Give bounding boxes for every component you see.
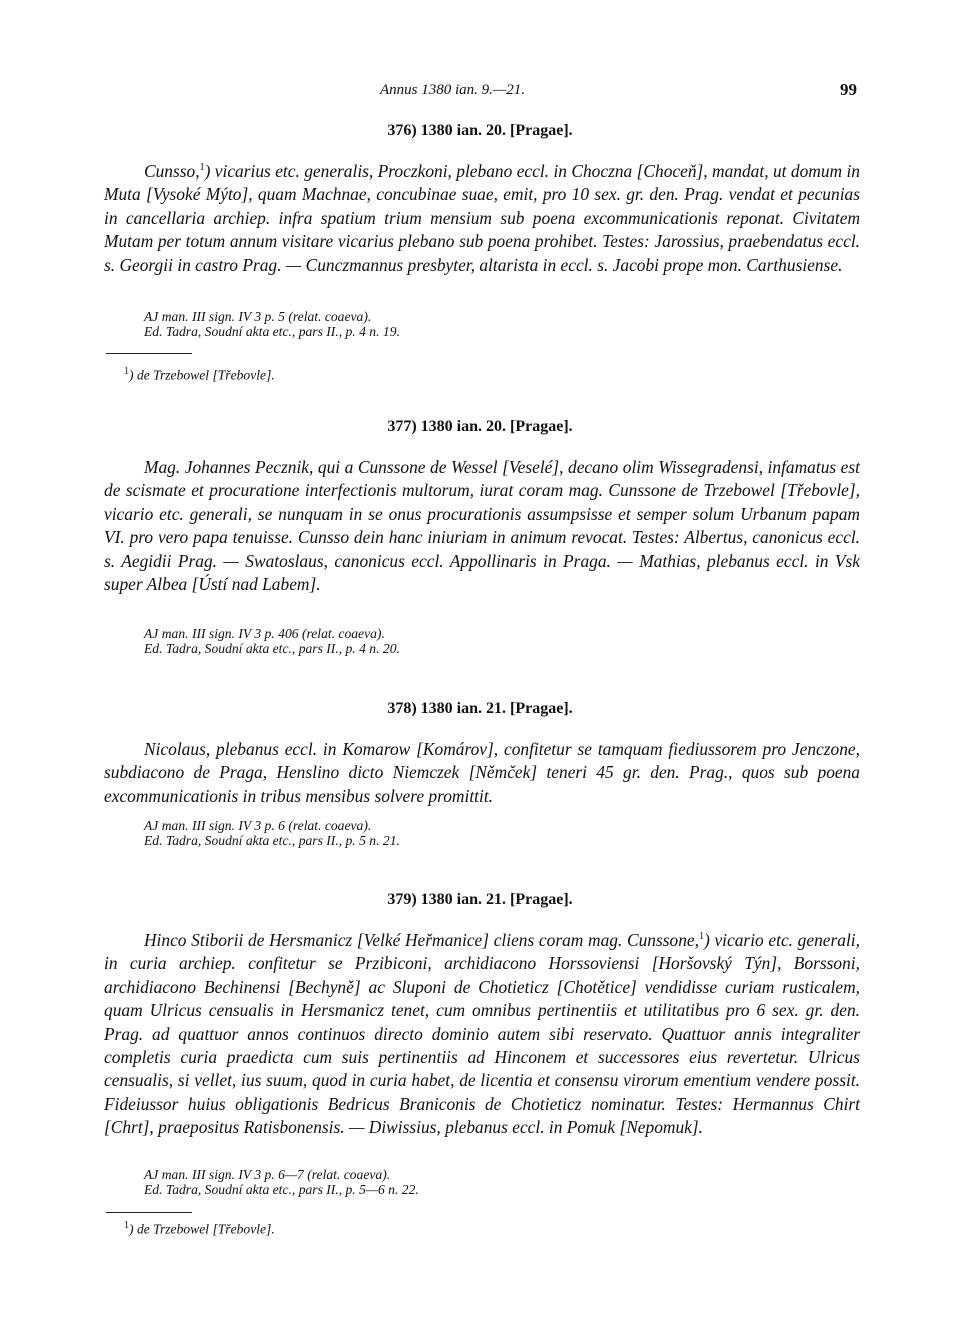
entry-source-379-edition: Ed. Tadra, Soudní akta etc., pars II., p. 5—6 n. 22. — [144, 1182, 419, 1197]
entry-source-376-edition: Ed. Tadra, Soudní akta etc., pars II., p. 4 n. 19. — [144, 324, 400, 339]
footnote-379 — [124, 1220, 275, 1238]
footnote-379-text: de Trzebowel [Třebovle]. — [136, 1221, 275, 1237]
footnote-379-marker: 1 — [124, 1220, 129, 1231]
footnote-ref-376: 1 — [199, 162, 205, 174]
entry-source-376-manuscript: AJ man. III sign. IV 3 p. 5 (relat. coaeva). — [144, 309, 372, 324]
entry-source-378-manuscript: AJ man. III sign. IV 3 p. 6 (relat. coaeva). — [144, 818, 372, 833]
entry-source-377-edition: Ed. Tadra, Soudní akta etc., pars II., p. 4 n. 20. — [144, 641, 400, 656]
entry-text-376-part-a: Cunsso, — [144, 161, 200, 181]
footnote-376-close: ) — [129, 367, 134, 383]
entry-heading-379: 379) 1380 ian. 21. [Pragae]. — [387, 891, 573, 908]
entry-source-377-manuscript: AJ man. III sign. IV 3 p. 406 (relat. coaeva). — [144, 626, 385, 641]
entry-text-376 — [104, 160, 860, 277]
entry-heading-378: 378) 1380 ian. 21. [Pragae]. — [387, 700, 573, 717]
entry-heading-376: 376) 1380 ian. 20. [Pragae]. — [387, 122, 573, 139]
footnote-376-marker: 1 — [124, 366, 129, 377]
entry-text-376-part-b: ) vicarius etc. generalis, Proczkoni, plebano eccl. in Choczna [Choceň], mandat, ut domum in Muta [Vysoké Mýto], quam Machnae, concubinae suae, emit, pro 10 sex. gr. den. Prag. vendat et pecunias in cancellaria archiep. infra spatium trium mensium sub poena excommunicationis reponat. Civitatem Mutam per totum annum visitare vicarius plebano sub poena prohibet. Testes: Jarossius, praebendatus eccl. s. Georgii in castro Prag. — Cunczmannus presbyter, altarista in eccl. s. Jacobi prope mon. Carthusiense. — [104, 161, 860, 275]
footnote-ref-379: 1 — [699, 931, 704, 943]
entry-text-379-part-a: Hinco Stiborii de Hersmanicz [Velké Heřmanice] cliens coram mag. Cunssone, — [144, 930, 699, 950]
entry-source-378-edition: Ed. Tadra, Soudní akta etc., pars II., p. 5 n. 21. — [144, 833, 400, 848]
entry-text-378: Nicolaus, plebanus eccl. in Komarow [Komárov], confitetur se tamquam fiediussorem pro Jenczone, subdiacono de Praga, Henslino dicto Niemczek [Němček] teneri 45 gr. den. Prag., quos sub poena excommunicationis in tribus mensibus solvere promittit. — [104, 739, 860, 806]
entry-text-379-part-b: ) vicario etc. generali, in curia archiep. confitetur se Przibiconi, archidiacono Horssoviensi [Horšovský Týn], Borssoni, archidiacono Bechinensi [Bechyně] ac Sluponi de Chotieticz [Chotětice] vendidisse curiam rusticalem, quam Ulricus censualis in Hersmanicz tenet, cum omnibus pertinentiis et utilitatibus pro 6 sex. gr. den. Prag. ad quattuor annos continuos directo dominio autem sibi reservato. Quattuor annis integraliter completis curia praedicta cum suis pertinentiis ad Hinconem et successores eius revertetur. Ulricus censualis, si vellet, ius suum, quod in curia habet, de licentia et consensu virorum ementium vendere possit. Fideiussor huius obligationis Bedricus Braniconis de Chotieticz nominatur. Testes: Hermannus Chirt [Chrt], praepositus Ratisbonensis. — Diwissius, plebanus eccl. in Pomuk [Nepomuk]. — [104, 930, 860, 1138]
footnote-376 — [124, 366, 275, 384]
footnote-376-text: de Trzebowel [Třebovle]. — [136, 367, 275, 383]
footnote-rule-376 — [106, 353, 192, 354]
page-number: 99 — [840, 80, 857, 99]
running-head: Annus 1380 ian. 9.—21. — [380, 82, 526, 98]
footnote-379-close: ) — [129, 1221, 134, 1237]
footnote-rule-379 — [106, 1212, 192, 1213]
entry-heading-377: 377) 1380 ian. 20. [Pragae]. — [387, 418, 573, 435]
entry-source-379-manuscript: AJ man. III sign. IV 3 p. 6—7 (relat. coaeva). — [144, 1167, 391, 1182]
entry-text-377: Mag. Johannes Pecznik, qui a Cunssone de Wessel [Veselé], decano olim Wissegradensi, infamatus est de scismate et procuratione interfectionis multorum, iurat coram mag. Cunssone de Trzebowel [Třebovle], vicario etc. generali, se nunquam in se onus procurationis assumpsisse et semper solum Urbanum papam VI. pro vero papa tenuisse. Cunsso dein hanc iniuriam in animum revocat. Testes: Albertus, canonicus eccl. s. Aegidii Prag. — Swatoslaus, canonicus eccl. Appollinaris in Praga. — Mathias, plebanus eccl. in Vsk super Albea [Ústí nad Labem]. — [104, 457, 860, 595]
entry-text-379 — [104, 929, 860, 1140]
